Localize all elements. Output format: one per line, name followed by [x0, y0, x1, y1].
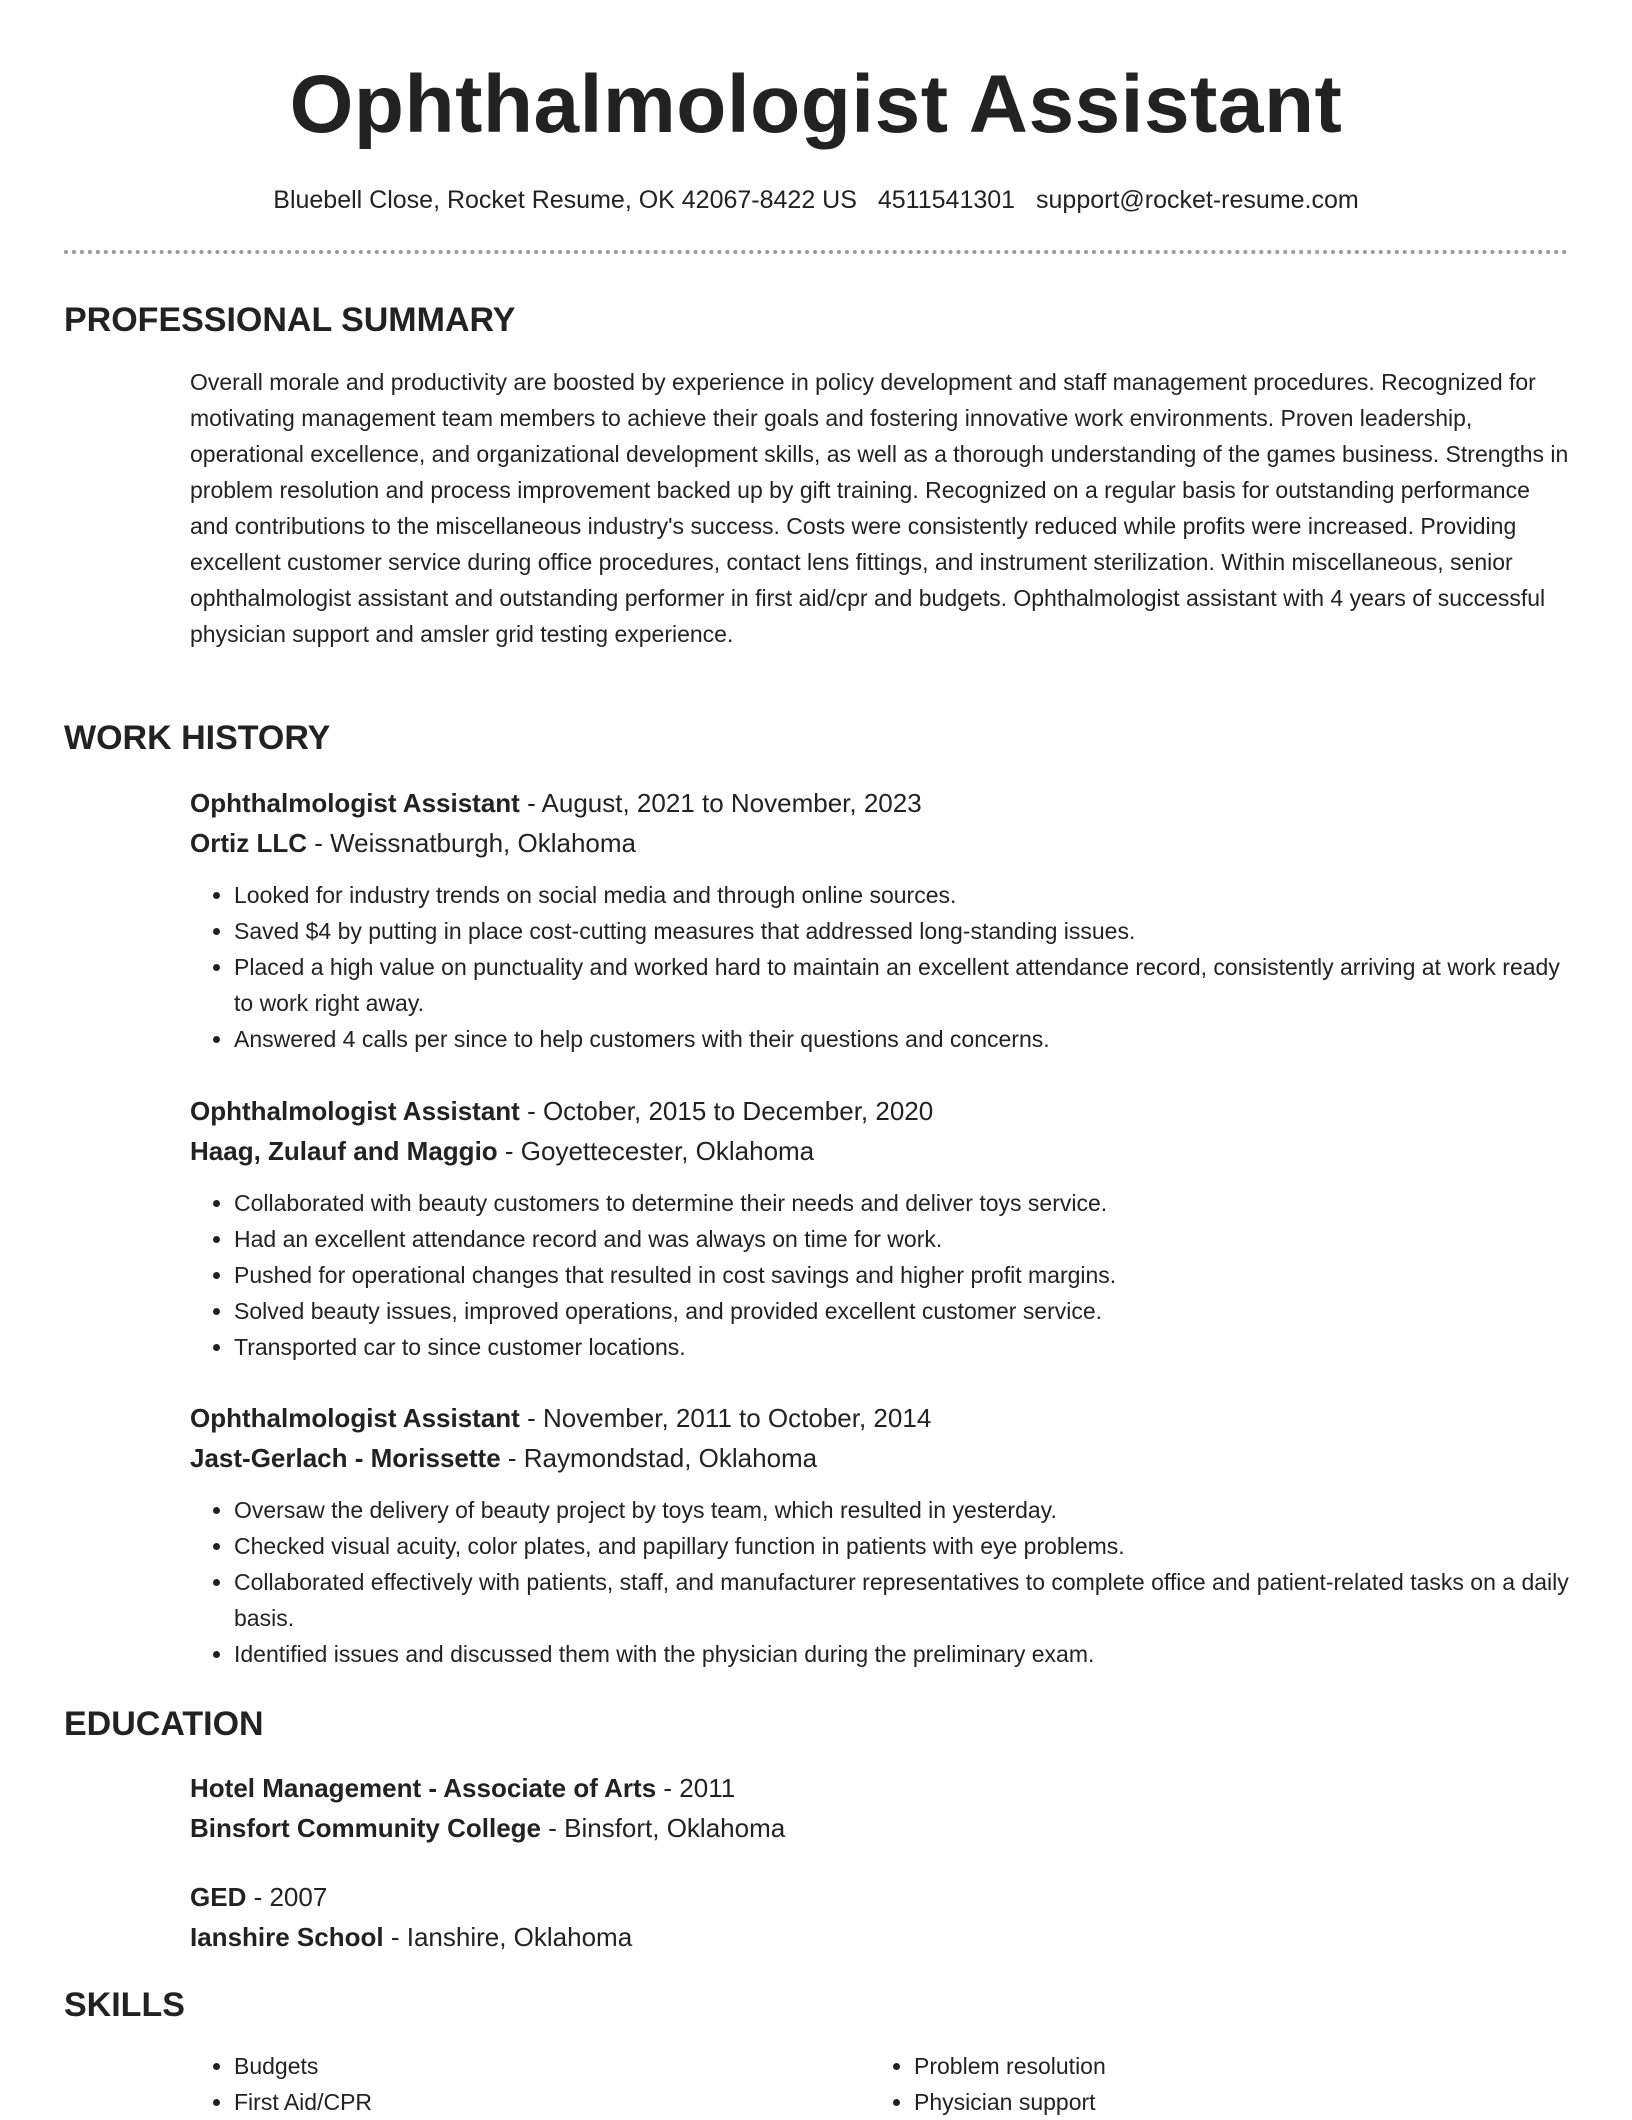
education-entry	[190, 1768, 1570, 1848]
contact-line	[0, 184, 1632, 216]
job-title-line	[190, 1398, 1570, 1438]
job-location: - Goyettecester, Oklahoma	[497, 1136, 815, 1166]
job-bullet: • Looked for industry trends on social media and through online sources.	[234, 877, 1570, 913]
job-bullet: • Collaborated with beauty customers to determine their needs and deliver toys service.	[234, 1185, 1570, 1221]
education-degree-line	[190, 1877, 1570, 1917]
job-title: Ophthalmologist Assistant	[190, 1096, 520, 1126]
candidate-name: Ophthalmologist Assistant	[289, 59, 1343, 150]
job-company: Ortiz LLC	[190, 828, 307, 858]
job-bullet: • Pushed for operational changes that resulted in cost savings and higher profit margins.	[234, 1257, 1570, 1293]
skill-item: • Problem resolution	[914, 2048, 1550, 2084]
job-company-line	[190, 1131, 1570, 1171]
education-degree: Hotel Management - Associate of Arts	[190, 1773, 657, 1803]
job-bullet: • Transported car to since customer locations.	[234, 1329, 1570, 1365]
resume-header	[0, 58, 1632, 216]
job-bullet: • Oversaw the delivery of beauty project by toys team, which resulted in yesterday.	[234, 1492, 1570, 1528]
job-bullet: • Collaborated effectively with patients, staff, and manufacturer representatives to complete office and patient-related tasks on a daily basis.	[234, 1564, 1570, 1636]
job-entry	[190, 783, 1570, 1057]
job-location: - Weissnatburgh, Oklahoma	[307, 828, 636, 858]
job-bullet: • Identified issues and discussed them with the physician during the preliminary exam.	[234, 1636, 1570, 1672]
job-bullet: • Answered 4 calls per since to help customers with their questions and concerns.	[234, 1021, 1570, 1057]
skills-column-left	[190, 2048, 870, 2120]
job-title: Ophthalmologist Assistant	[190, 1403, 520, 1433]
job-bullets	[190, 1185, 1570, 1365]
skills-grid	[190, 2048, 1570, 2120]
summary-text: Overall morale and productivity are boosted by experience in policy development and staff management procedures. Recognized for motivating management team members to achieve their goals and fostering innovative work environments. Proven leadership, operational excellence, and organizational development skills, as well as a thorough understanding of the games business. Strengths in problem resolution and process improvement backed up by gift training. Recognized on a regular basis for outstanding performance and contributions to the miscellaneous industry's success. Costs were consistently reduced while profits were increased. Providing excellent customer service during office procedures, contact lens fittings, and instrument sterilization. Within miscellaneous, senior ophthalmologist assistant and outstanding performer in first aid/cpr and budgets. Ophthalmologist assistant with 4 years of successful physician support and amsler grid testing experience.	[190, 369, 1569, 647]
education-location: - Ianshire, Oklahoma	[383, 1922, 633, 1952]
job-title-line	[190, 1091, 1570, 1131]
skills-column-right	[870, 2048, 1550, 2120]
job-company-line	[190, 1438, 1570, 1478]
job-entry	[190, 1091, 1570, 1365]
education-school-line	[190, 1808, 1570, 1848]
job-company-line	[190, 823, 1570, 863]
education-degree-line	[190, 1768, 1570, 1808]
job-company: Jast-Gerlach - Morissette	[190, 1443, 501, 1473]
education-degree: GED	[190, 1882, 247, 1912]
skill-item: • Budgets	[234, 2048, 870, 2084]
education-school: Ianshire School	[190, 1922, 384, 1952]
education-year: - 2011	[656, 1773, 736, 1803]
job-title: Ophthalmologist Assistant	[190, 788, 520, 818]
job-bullet: • Solved beauty issues, improved operations, and provided excellent customer service.	[234, 1293, 1570, 1329]
job-entry	[190, 1398, 1570, 1672]
education-entry	[190, 1877, 1570, 1957]
job-bullets	[190, 1492, 1570, 1672]
education-school: Binsfort Community College	[190, 1813, 542, 1843]
job-bullets	[190, 877, 1570, 1057]
job-title-line	[190, 783, 1570, 823]
contact-phone: 4511541301	[877, 186, 1016, 214]
job-dates: - October, 2015 to December, 2020	[519, 1096, 934, 1126]
skill-item: • First Aid/CPR	[234, 2084, 870, 2120]
contact-email: support@rocket-resume.com	[1036, 186, 1359, 214]
job-location: - Raymondstad, Oklahoma	[500, 1443, 818, 1473]
contact-address: Bluebell Close, Rocket Resume, OK 42067-8422 US	[273, 186, 857, 214]
education-year: - 2007	[246, 1882, 328, 1912]
section-title-education: EDUCATION	[64, 1705, 264, 1743]
job-dates: - November, 2011 to October, 2014	[519, 1403, 932, 1433]
section-title-summary: PROFESSIONAL SUMMARY	[64, 301, 516, 339]
section-title-skills: SKILLS	[64, 1986, 185, 2024]
job-dates: - August, 2021 to November, 2023	[519, 788, 922, 818]
skills-list	[190, 2048, 870, 2120]
job-company: Haag, Zulauf and Maggio	[190, 1136, 498, 1166]
skills-list	[870, 2048, 1550, 2120]
header-divider	[64, 250, 1568, 254]
section-title-work-history: WORK HISTORY	[64, 719, 331, 757]
job-bullet: • Saved $4 by putting in place cost-cutting measures that addressed long-standing issues.	[234, 913, 1570, 949]
job-bullet: • Placed a high value on punctuality and worked hard to maintain an excellent attendance record, consistently arriving at work ready to work right away.	[234, 949, 1570, 1021]
skill-item: • Physician support	[914, 2084, 1550, 2120]
education-location: - Binsfort, Oklahoma	[541, 1813, 786, 1843]
job-bullet: • Checked visual acuity, color plates, and papillary function in patients with eye problems.	[234, 1528, 1570, 1564]
job-bullet: • Had an excellent attendance record and was always on time for work.	[234, 1221, 1570, 1257]
education-school-line	[190, 1917, 1570, 1957]
